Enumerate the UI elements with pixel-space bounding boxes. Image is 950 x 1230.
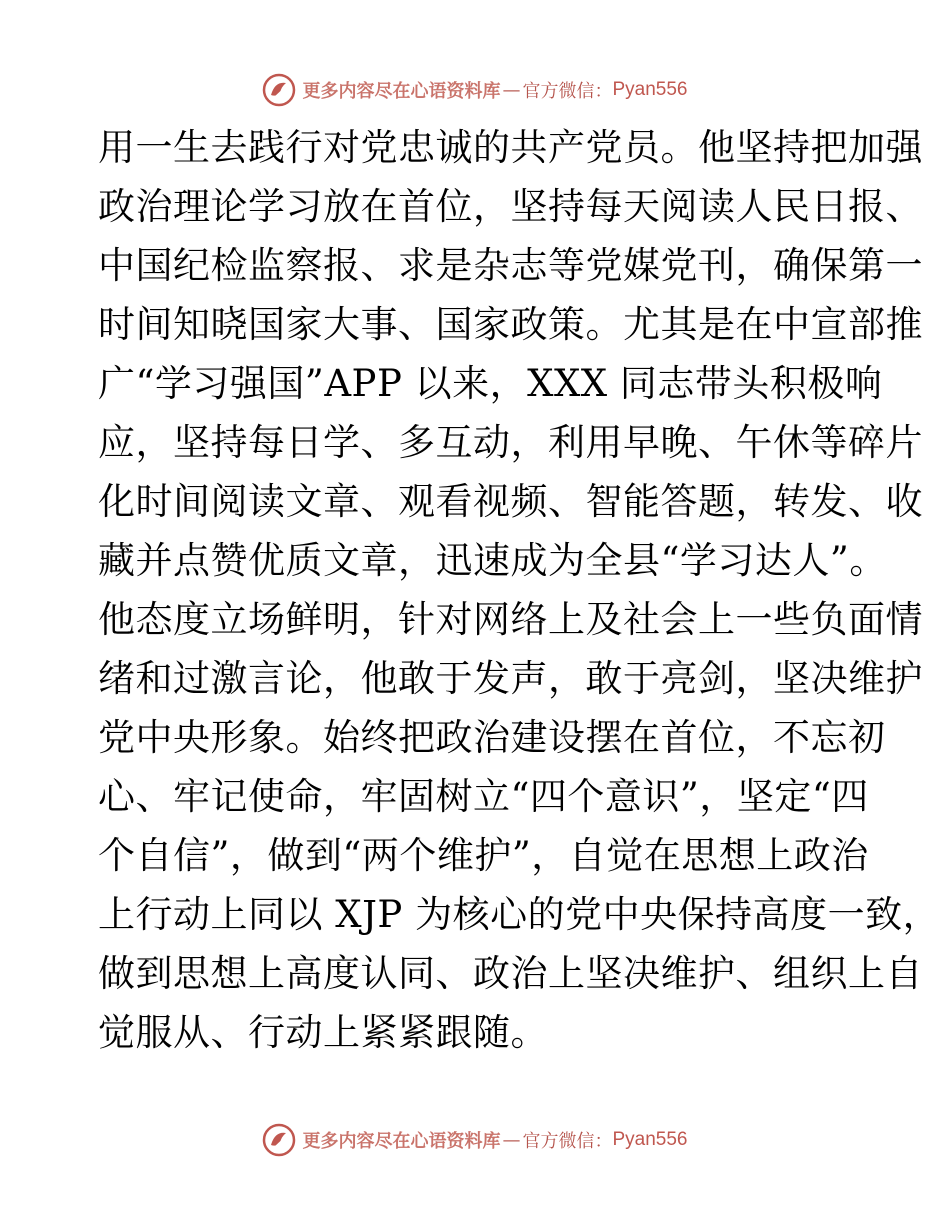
text-line: 化时间阅读文章、观看视频、智能答题，转发、收 — [98, 480, 923, 523]
text-line: 心、牢记使命，牢固树立“四个意识”，坚定“四 — [98, 775, 869, 818]
watermark-wechat-id: Pyan556 — [612, 1129, 688, 1150]
red-seal-logo-icon — [262, 1123, 296, 1157]
watermark-wechat-id: Pyan556 — [612, 79, 688, 100]
text-line: 中国纪检监察报、求是杂志等党媒党刊，确保第一 — [98, 244, 923, 287]
text-line: 时间知晓国家大事、国家政策。尤其是在中宣部推 — [98, 303, 923, 346]
watermark-dash: — — [502, 79, 521, 101]
watermark-main-text: 更多内容尽在心语资料库 — [302, 81, 501, 102]
footer-watermark — [0, 1120, 950, 1160]
text-line: 用一生去践行对党忠诚的共产党员。他坚持把加强 — [98, 126, 923, 169]
header-watermark — [0, 70, 950, 110]
text-line: 藏并点赞优质文章，迅速成为全县“学习达人”。 — [98, 539, 887, 582]
watermark-label: 官方微信： — [522, 1131, 613, 1152]
text-line: 个自信”，做到“两个维护”，自觉在思想上政治 — [98, 834, 869, 877]
watermark-label: 官方微信： — [522, 81, 613, 102]
text-line: 应，坚持每日学、多互动，利用早晚、午休等碎片 — [98, 421, 923, 464]
text-line: 政治理论学习放在首位，坚持每天阅读人民日报、 — [98, 185, 923, 228]
text-line: 广“学习强国”APP 以来，XXX 同志带头积极响 — [98, 362, 883, 405]
text-line: 上行动上同以 XJP 为核心的党中央保持高度一致， — [98, 893, 941, 936]
red-seal-logo-icon — [262, 73, 296, 107]
text-line: 他态度立场鲜明，针对网络上及社会上一些负面情 — [98, 598, 923, 641]
text-line: 党中央形象。始终把政治建设摆在首位，不忘初 — [98, 716, 886, 759]
text-line: 做到思想上高度认同、政治上坚决维护、组织上自 — [98, 952, 923, 995]
text-line: 觉服从、行动上紧紧跟随。 — [98, 1011, 548, 1054]
watermark-dash: — — [502, 1129, 521, 1151]
document-body — [98, 118, 941, 1062]
text-line: 绪和过激言论，他敢于发声，敢于亮剑，坚决维护 — [98, 657, 923, 700]
watermark-main-text: 更多内容尽在心语资料库 — [302, 1131, 501, 1152]
